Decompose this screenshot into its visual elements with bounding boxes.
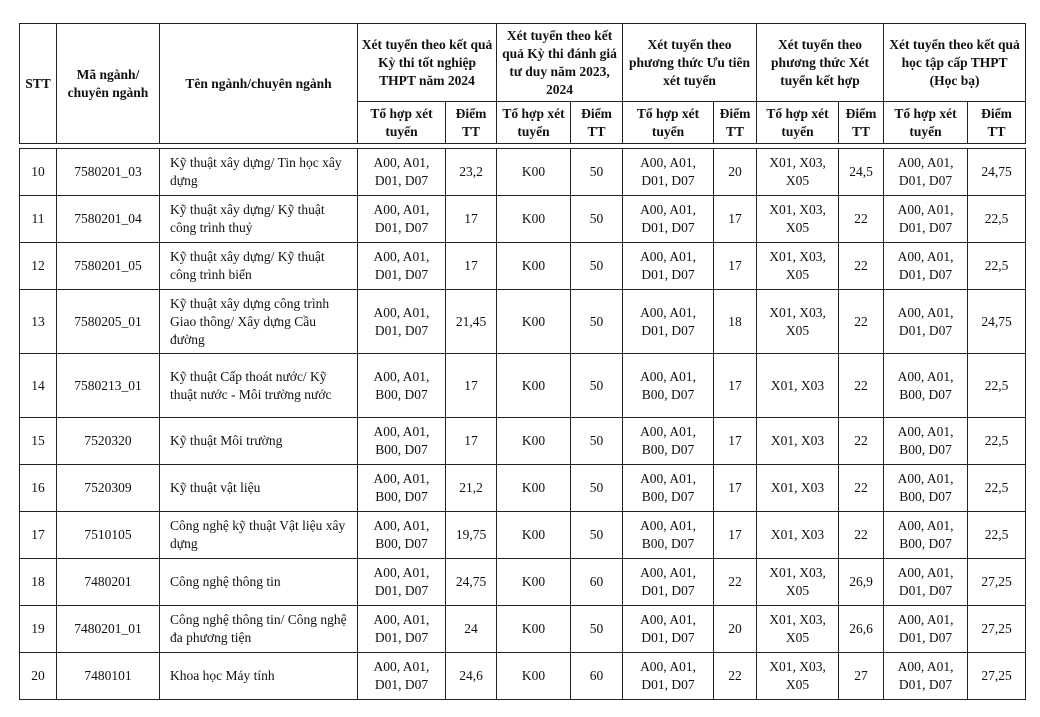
table-row — [20, 653, 1026, 700]
cell-thinking-score: 50 — [571, 290, 623, 354]
table-row — [20, 559, 1026, 606]
cell-priority-score: 17 — [714, 418, 757, 465]
cell-major-code: 7580201_05 — [57, 243, 160, 290]
subheader-combo: Tổ hợp xét tuyển — [884, 102, 968, 144]
cell-thinking-combo: K00 — [497, 243, 571, 290]
cell-priority-combo: A00, A01, D01, D07 — [623, 149, 714, 196]
header-code: Mã ngành/ chuyên ngành — [57, 24, 160, 144]
cell-thinking-score: 50 — [571, 418, 623, 465]
table-row — [20, 512, 1026, 559]
subheader-combo: Tổ hợp xét tuyển — [623, 102, 714, 144]
cell-priority-score: 20 — [714, 149, 757, 196]
header-method-thinking-test: Xét tuyển theo kết quả Kỳ thi đánh giá tư duy năm 2023, 2024 — [497, 24, 623, 102]
cell-major-name: Kỹ thuật xây dựng/ Tin học xây dựng — [160, 149, 358, 196]
cell-priority-combo: A00, A01, D01, D07 — [623, 290, 714, 354]
cell-priority-score: 22 — [714, 559, 757, 606]
cell-combined-score: 26,9 — [839, 559, 884, 606]
cell-thpt-combo: A00, A01, B00, D07 — [358, 512, 446, 559]
cell-major-name: Công nghệ kỹ thuật Vật liệu xây dựng — [160, 512, 358, 559]
cell-thpt-score: 17 — [446, 354, 497, 418]
cell-stt: 10 — [20, 149, 57, 196]
cell-combined-combo: X01, X03, X05 — [757, 196, 839, 243]
cell-transcript-combo: A00, A01, D01, D07 — [884, 290, 968, 354]
cell-combined-score: 26,6 — [839, 606, 884, 653]
cell-thpt-score: 17 — [446, 418, 497, 465]
cell-major-code: 7580201_04 — [57, 196, 160, 243]
cell-priority-combo: A00, A01, D01, D07 — [623, 559, 714, 606]
cell-combined-score: 22 — [839, 196, 884, 243]
cell-major-name: Công nghệ thông tin — [160, 559, 358, 606]
cell-stt: 13 — [20, 290, 57, 354]
cell-priority-combo: A00, A01, D01, D07 — [623, 606, 714, 653]
cell-transcript-score: 22,5 — [968, 465, 1026, 512]
header-method-transcript: Xét tuyển theo kết quả học tập cấp THPT (Học bạ) — [884, 24, 1026, 102]
cell-transcript-combo: A00, A01, D01, D07 — [884, 243, 968, 290]
cell-transcript-score: 22,5 — [968, 418, 1026, 465]
cell-thinking-combo: K00 — [497, 512, 571, 559]
cell-transcript-combo: A00, A01, D01, D07 — [884, 653, 968, 700]
cell-combined-score: 22 — [839, 243, 884, 290]
cell-stt: 16 — [20, 465, 57, 512]
cell-thpt-score: 19,75 — [446, 512, 497, 559]
subheader-score: Điểm TT — [839, 102, 884, 144]
subheader-score: Điểm TT — [968, 102, 1026, 144]
cell-priority-combo: A00, A01, B00, D07 — [623, 354, 714, 418]
cell-major-name: Khoa học Máy tính — [160, 653, 358, 700]
cell-priority-score: 17 — [714, 465, 757, 512]
table-row — [20, 418, 1026, 465]
cell-major-name: Công nghệ thông tin/ Công nghệ đa phương tiện — [160, 606, 358, 653]
cell-thpt-combo: A00, A01, D01, D07 — [358, 243, 446, 290]
cell-transcript-combo: A00, A01, B00, D07 — [884, 418, 968, 465]
cell-priority-combo: A00, A01, D01, D07 — [623, 196, 714, 243]
table-body — [20, 144, 1026, 700]
cell-thpt-score: 23,2 — [446, 149, 497, 196]
cell-major-code: 7480201_01 — [57, 606, 160, 653]
cell-stt: 14 — [20, 354, 57, 418]
cell-transcript-combo: A00, A01, D01, D07 — [884, 606, 968, 653]
cell-combined-score: 22 — [839, 354, 884, 418]
cell-thinking-combo: K00 — [497, 653, 571, 700]
table-row — [20, 606, 1026, 653]
cell-combined-score: 22 — [839, 418, 884, 465]
cell-thpt-score: 21,2 — [446, 465, 497, 512]
cell-combined-combo: X01, X03, X05 — [757, 290, 839, 354]
cell-thinking-combo: K00 — [497, 606, 571, 653]
cell-priority-score: 17 — [714, 354, 757, 418]
cell-combined-score: 24,5 — [839, 149, 884, 196]
cell-major-name: Kỹ thuật Cấp thoát nước/ Kỹ thuật nước - Môi trường nước — [160, 354, 358, 418]
cell-combined-combo: X01, X03 — [757, 418, 839, 465]
cell-thinking-combo: K00 — [497, 290, 571, 354]
cell-major-code: 7580201_03 — [57, 149, 160, 196]
cell-transcript-combo: A00, A01, D01, D07 — [884, 196, 968, 243]
cell-stt: 18 — [20, 559, 57, 606]
cell-thinking-combo: K00 — [497, 196, 571, 243]
cell-major-code: 7520309 — [57, 465, 160, 512]
cell-thpt-combo: A00, A01, D01, D07 — [358, 606, 446, 653]
cell-major-code: 7480101 — [57, 653, 160, 700]
cell-combined-score: 22 — [839, 290, 884, 354]
cell-combined-combo: X01, X03 — [757, 465, 839, 512]
cell-stt: 20 — [20, 653, 57, 700]
table-row — [20, 196, 1026, 243]
header-stt: STT — [20, 24, 57, 144]
cell-transcript-combo: A00, A01, D01, D07 — [884, 559, 968, 606]
cell-transcript-score: 22,5 — [968, 512, 1026, 559]
cell-stt: 11 — [20, 196, 57, 243]
cell-thinking-combo: K00 — [497, 354, 571, 418]
admission-score-table — [19, 23, 1026, 700]
cell-priority-combo: A00, A01, B00, D07 — [623, 418, 714, 465]
cell-thpt-score: 24 — [446, 606, 497, 653]
cell-stt: 17 — [20, 512, 57, 559]
cell-thinking-combo: K00 — [497, 465, 571, 512]
cell-major-code: 7480201 — [57, 559, 160, 606]
subheader-score: Điểm TT — [571, 102, 623, 144]
cell-transcript-combo: A00, A01, D01, D07 — [884, 149, 968, 196]
header-name: Tên ngành/chuyên ngành — [160, 24, 358, 144]
cell-thpt-combo: A00, A01, B00, D07 — [358, 418, 446, 465]
cell-thinking-combo: K00 — [497, 149, 571, 196]
cell-transcript-score: 27,25 — [968, 606, 1026, 653]
cell-thinking-score: 60 — [571, 653, 623, 700]
cell-thpt-score: 24,75 — [446, 559, 497, 606]
cell-combined-combo: X01, X03 — [757, 354, 839, 418]
cell-thpt-combo: A00, A01, D01, D07 — [358, 196, 446, 243]
cell-major-name: Kỹ thuật xây dựng/ Kỹ thuật công trình biển — [160, 243, 358, 290]
header-method-combined: Xét tuyển theo phương thức Xét tuyển kết hợp — [757, 24, 884, 102]
cell-priority-score: 17 — [714, 196, 757, 243]
cell-major-name: Kỹ thuật xây dựng công trình Giao thông/ Xây dựng Cầu đường — [160, 290, 358, 354]
cell-transcript-score: 27,25 — [968, 653, 1026, 700]
cell-thinking-score: 50 — [571, 512, 623, 559]
cell-stt: 19 — [20, 606, 57, 653]
cell-priority-score: 20 — [714, 606, 757, 653]
table-row — [20, 465, 1026, 512]
cell-transcript-score: 24,75 — [968, 290, 1026, 354]
cell-priority-score: 17 — [714, 243, 757, 290]
cell-combined-combo: X01, X03, X05 — [757, 559, 839, 606]
cell-combined-combo: X01, X03, X05 — [757, 243, 839, 290]
cell-transcript-score: 22,5 — [968, 354, 1026, 418]
subheader-combo: Tổ hợp xét tuyển — [358, 102, 446, 144]
cell-priority-score: 22 — [714, 653, 757, 700]
subheader-score: Điểm TT — [446, 102, 497, 144]
cell-thinking-score: 50 — [571, 354, 623, 418]
cell-thpt-combo: A00, A01, B00, D07 — [358, 465, 446, 512]
cell-thinking-combo: K00 — [497, 559, 571, 606]
cell-thpt-combo: A00, A01, B00, D07 — [358, 354, 446, 418]
cell-major-code: 7580213_01 — [57, 354, 160, 418]
header-method-thpt-exam: Xét tuyển theo kết quả Kỳ thi tốt nghiệp THPT năm 2024 — [358, 24, 497, 102]
table-row — [20, 354, 1026, 418]
cell-major-name: Kỹ thuật vật liệu — [160, 465, 358, 512]
cell-major-name: Kỹ thuật Môi trường — [160, 418, 358, 465]
cell-thpt-combo: A00, A01, D01, D07 — [358, 653, 446, 700]
cell-combined-combo: X01, X03, X05 — [757, 653, 839, 700]
cell-thinking-combo: K00 — [497, 418, 571, 465]
cell-thpt-score: 17 — [446, 196, 497, 243]
cell-thpt-combo: A00, A01, D01, D07 — [358, 290, 446, 354]
cell-transcript-combo: A00, A01, B00, D07 — [884, 512, 968, 559]
cell-major-code: 7510105 — [57, 512, 160, 559]
table-row — [20, 290, 1026, 354]
cell-thinking-score: 50 — [571, 243, 623, 290]
cell-combined-score: 22 — [839, 512, 884, 559]
cell-priority-score: 17 — [714, 512, 757, 559]
subheader-combo: Tổ hợp xét tuyển — [757, 102, 839, 144]
cell-combined-combo: X01, X03, X05 — [757, 149, 839, 196]
subheader-combo: Tổ hợp xét tuyển — [497, 102, 571, 144]
cell-transcript-combo: A00, A01, B00, D07 — [884, 354, 968, 418]
cell-priority-combo: A00, A01, D01, D07 — [623, 653, 714, 700]
cell-transcript-score: 24,75 — [968, 149, 1026, 196]
cell-combined-combo: X01, X03 — [757, 512, 839, 559]
cell-stt: 12 — [20, 243, 57, 290]
cell-priority-combo: A00, A01, B00, D07 — [623, 465, 714, 512]
subheader-score: Điểm TT — [714, 102, 757, 144]
cell-priority-combo: A00, A01, D01, D07 — [623, 243, 714, 290]
cell-thinking-score: 50 — [571, 149, 623, 196]
cell-priority-combo: A00, A01, B00, D07 — [623, 512, 714, 559]
cell-transcript-score: 22,5 — [968, 196, 1026, 243]
cell-transcript-combo: A00, A01, B00, D07 — [884, 465, 968, 512]
table-row — [20, 243, 1026, 290]
cell-thinking-score: 50 — [571, 606, 623, 653]
cell-thpt-score: 24,6 — [446, 653, 497, 700]
cell-combined-combo: X01, X03, X05 — [757, 606, 839, 653]
cell-stt: 15 — [20, 418, 57, 465]
cell-thpt-combo: A00, A01, D01, D07 — [358, 559, 446, 606]
cell-thinking-score: 60 — [571, 559, 623, 606]
cell-thpt-combo: A00, A01, D01, D07 — [358, 149, 446, 196]
cell-major-code: 7580205_01 — [57, 290, 160, 354]
cell-transcript-score: 22,5 — [968, 243, 1026, 290]
cell-priority-score: 18 — [714, 290, 757, 354]
cell-combined-score: 22 — [839, 465, 884, 512]
cell-thinking-score: 50 — [571, 196, 623, 243]
header-method-priority: Xét tuyển theo phương thức Ưu tiên xét tuyển — [623, 24, 757, 102]
cell-thpt-score: 21,45 — [446, 290, 497, 354]
cell-major-code: 7520320 — [57, 418, 160, 465]
cell-combined-score: 27 — [839, 653, 884, 700]
cell-thinking-score: 50 — [571, 465, 623, 512]
cell-thpt-score: 17 — [446, 243, 497, 290]
cell-major-name: Kỹ thuật xây dựng/ Kỹ thuật công trình thuỷ — [160, 196, 358, 243]
table-row — [20, 149, 1026, 196]
cell-transcript-score: 27,25 — [968, 559, 1026, 606]
